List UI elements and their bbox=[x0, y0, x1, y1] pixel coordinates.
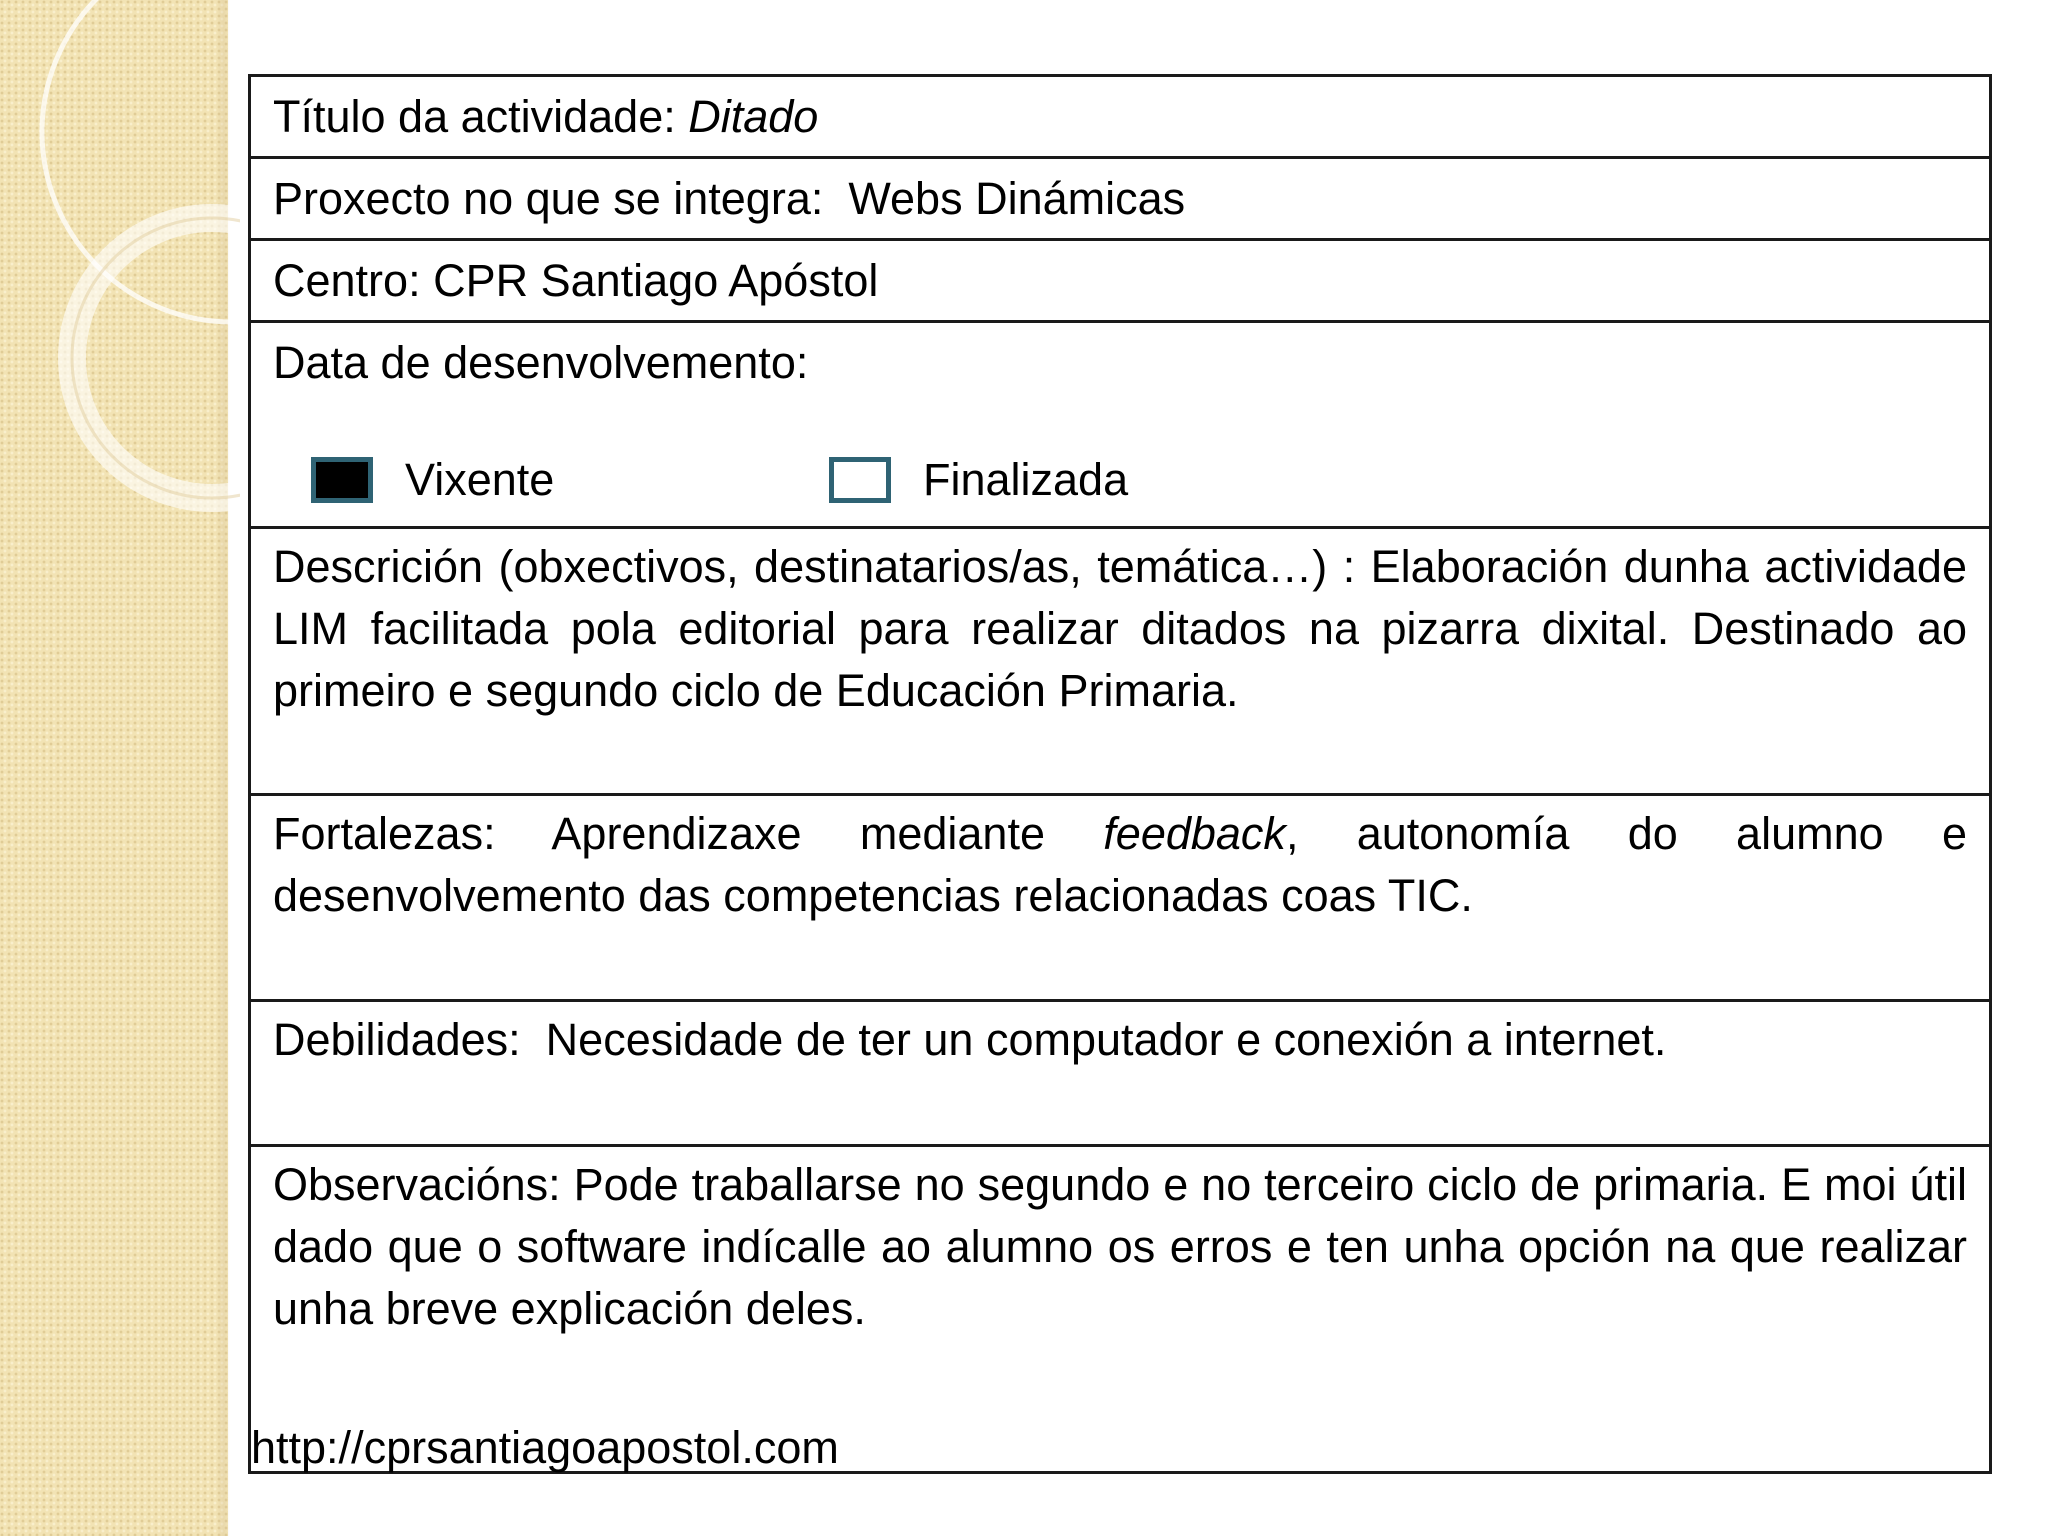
activity-title-row bbox=[251, 77, 1989, 159]
status-option-vixente[interactable] bbox=[311, 449, 829, 511]
weaknesses-label: Debilidades: bbox=[273, 1014, 546, 1065]
decorative-rings bbox=[0, 0, 240, 520]
centre-row bbox=[251, 241, 1989, 323]
centre-value: CPR Santiago Apóstol bbox=[433, 255, 879, 306]
development-date-label: Data de desenvolvemento: bbox=[273, 337, 809, 388]
status-option-finalizada[interactable] bbox=[829, 449, 1128, 511]
project-row bbox=[251, 159, 1989, 241]
strengths-text-before: Aprendizaxe mediante bbox=[551, 808, 1104, 859]
activity-title-label: Título da actividade: bbox=[273, 91, 689, 142]
observations-label: Observacións: bbox=[273, 1159, 574, 1210]
strengths-label: Fortalezas: bbox=[273, 808, 552, 859]
checkbox-vixente[interactable] bbox=[311, 457, 373, 503]
development-date-row bbox=[251, 323, 1989, 529]
project-value: Webs Dinámicas bbox=[848, 173, 1186, 224]
weaknesses-row bbox=[251, 1002, 1989, 1147]
activity-card bbox=[248, 74, 1992, 1474]
description-value: Elaboración dunha actividade LIM facilitada pola editorial para realizar ditados na pizarra dixital. Destinado ao primeiro e segundo ciclo de Educación Primaria. bbox=[273, 541, 1980, 716]
status-option-finalizada-label: Finalizada bbox=[923, 454, 1129, 505]
project-label: Proxecto no que se integra: bbox=[273, 173, 849, 224]
website-link[interactable]: http://cprsantiagoapostol.com bbox=[251, 1422, 839, 1473]
weaknesses-value: Necesidade de ter un computador e conexión a internet. bbox=[545, 1014, 1667, 1065]
status-options bbox=[311, 449, 1128, 511]
strengths-row bbox=[251, 796, 1989, 1002]
description-label: Descrición (obxectivos, destinatarios/as, temática…) : bbox=[273, 541, 1371, 592]
checkbox-finalizada[interactable] bbox=[829, 457, 891, 503]
strengths-text-italic: feedback bbox=[1103, 808, 1286, 859]
status-option-vixente-label: Vixente bbox=[405, 454, 555, 505]
centre-label: Centro: bbox=[273, 255, 434, 306]
observations-value: Pode traballarse no segundo e no terceiro ciclo de primaria. E moi útil dado que o software indícalle ao alumno os erros e ten unha opción na que realizar unha breve explicación deles. bbox=[273, 1159, 1980, 1334]
activity-title-value: Ditado bbox=[688, 91, 819, 142]
description-row bbox=[251, 529, 1989, 796]
strengths-text-after: , autonomía do alumno e desenvolvemento das competencias relacionadas coas TIC. bbox=[273, 808, 1980, 921]
observations-row bbox=[251, 1147, 1989, 1474]
